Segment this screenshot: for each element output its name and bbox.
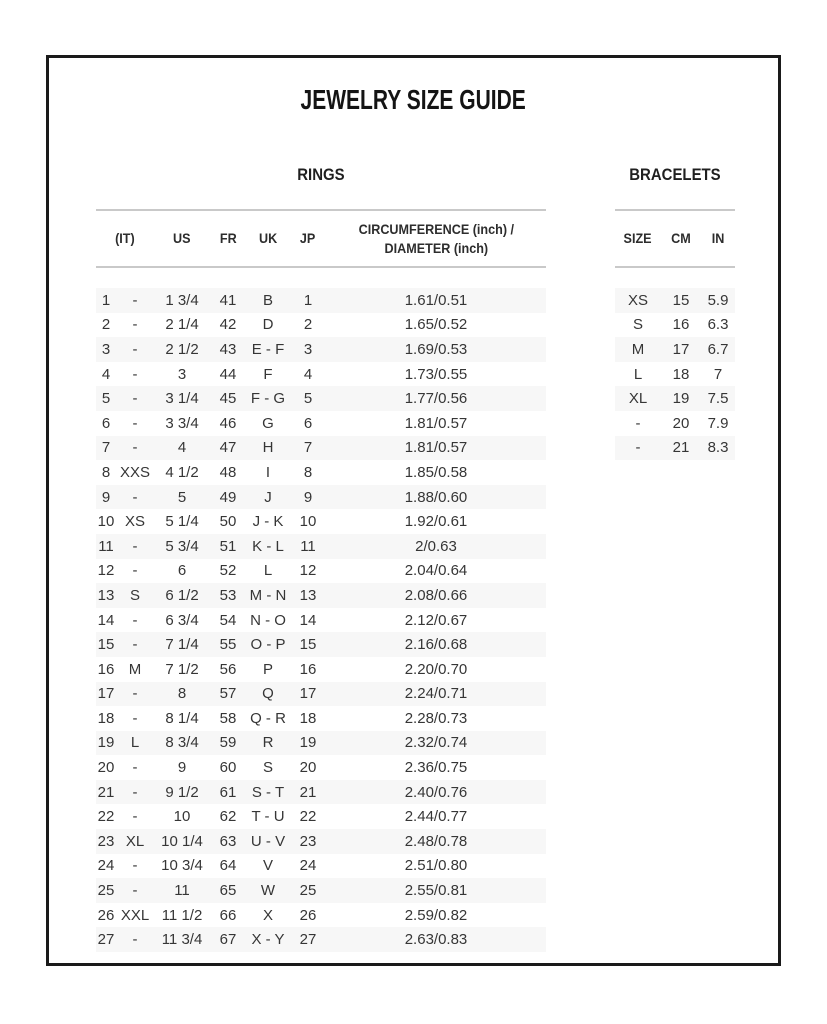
table-cell: 22 (97, 808, 115, 826)
table-cell: N - O (250, 611, 286, 629)
table-cell: 20 (672, 414, 690, 432)
table-cell: XXS (119, 463, 150, 481)
table-cell: 61 (210, 780, 246, 805)
col-header-uk: UK (258, 230, 278, 247)
table-row (96, 436, 546, 461)
rings-table (96, 288, 546, 952)
table-row (96, 534, 546, 559)
table-cell: 25 (96, 878, 116, 903)
table-row (96, 608, 546, 633)
table-cell: 2.48/0.78 (326, 829, 546, 854)
col-header-circumference: CIRCUMFERENCE (inch) / DIAMETER (inch) (358, 221, 514, 256)
table-cell: 11 1/2 (161, 906, 203, 924)
table-cell: 10 1/4 (154, 829, 210, 854)
rings-header-table (96, 209, 546, 268)
table-cell: 18 (299, 709, 317, 727)
table-row (615, 436, 735, 461)
table-cell: 45 (210, 386, 246, 411)
bracelets-section-title-text: BRACELETS (629, 165, 721, 184)
table-cell: T - U (251, 808, 285, 826)
table-cell: X - Y (246, 927, 290, 952)
table-cell: R (246, 731, 290, 756)
table-cell: 27 (96, 927, 116, 952)
table-row (96, 583, 546, 608)
table-row (96, 682, 546, 707)
table-row (615, 386, 735, 411)
table-cell: 21 (96, 780, 116, 805)
table-cell: 18 (97, 709, 115, 727)
table-cell: S (262, 759, 273, 777)
table-row (96, 509, 546, 534)
table-cell: 13 (96, 583, 116, 608)
sections-row (49, 166, 778, 952)
table-cell: B (246, 288, 290, 313)
table-cell: 2.24/0.71 (326, 682, 546, 707)
table-cell: 27 (290, 927, 326, 952)
table-cell: 2.44/0.77 (404, 808, 468, 826)
table-cell: 19 (661, 386, 701, 411)
table-cell: XL (615, 386, 661, 411)
table-cell: P (262, 660, 273, 678)
table-cell: 51 (210, 534, 246, 559)
table-cell: 10 (173, 808, 191, 826)
table-cell: 5 1/4 (165, 513, 199, 531)
table-row (96, 411, 546, 436)
table-cell: 14 (299, 611, 317, 629)
table-cell: 65 (210, 878, 246, 903)
table-row (96, 632, 546, 657)
table-cell: 3 (290, 337, 326, 362)
table-cell: 53 (210, 583, 246, 608)
table-cell: J (246, 485, 290, 510)
table-cell: 16 (299, 660, 317, 678)
table-row (96, 927, 546, 952)
table-cell: K - L (246, 534, 290, 559)
table-row (615, 337, 735, 362)
table-cell: 17 (290, 682, 326, 707)
table-cell: 64 (219, 857, 237, 875)
table-cell: 11 3/4 (154, 927, 210, 952)
table-cell: 66 (219, 906, 237, 924)
table-cell: 17 (96, 682, 116, 707)
rings-section (96, 166, 546, 952)
table-cell: H (246, 436, 290, 461)
table-cell: - (132, 562, 138, 580)
table-cell: 5 (96, 386, 116, 411)
table-cell: 6 (177, 562, 187, 580)
table-cell: 1.85/0.58 (404, 463, 468, 481)
bracelets-header-row (615, 210, 735, 267)
bracelets-section (615, 166, 735, 460)
table-cell: - (132, 709, 138, 727)
table-cell: - (615, 436, 661, 461)
table-cell: - (116, 682, 154, 707)
table-cell: 6 (101, 414, 111, 432)
table-cell: - (116, 485, 154, 510)
col-header-jp: JP (300, 230, 316, 247)
table-row (96, 460, 546, 485)
table-cell: 7 (290, 436, 326, 461)
table-cell: XS (124, 513, 145, 531)
table-cell: 22 (299, 808, 317, 826)
rings-section-title (96, 166, 546, 183)
col-header-us: US (173, 230, 191, 247)
table-cell: 16 (672, 316, 690, 334)
table-cell: 47 (210, 436, 246, 461)
table-cell: 62 (219, 808, 237, 826)
table-cell: 9 (96, 485, 116, 510)
page-title (49, 86, 778, 114)
table-cell: 3 1/4 (154, 386, 210, 411)
table-cell: - (116, 288, 154, 313)
table-cell: 50 (219, 513, 237, 531)
table-cell: 9 (290, 485, 326, 510)
table-cell: 8 3/4 (154, 731, 210, 756)
table-cell: M (615, 337, 661, 362)
table-cell: 7.5 (701, 386, 735, 411)
table-cell: XL (116, 829, 154, 854)
table-cell: O - P (246, 632, 290, 657)
table-cell: 6.3 (707, 316, 729, 334)
table-cell: - (116, 878, 154, 903)
table-row (96, 313, 546, 338)
table-cell: 20 (299, 759, 317, 777)
table-cell: 4 (154, 436, 210, 461)
table-cell: Q (246, 682, 290, 707)
table-cell: 6 (303, 414, 313, 432)
bracelets-table-body (615, 288, 735, 460)
table-cell: L (633, 365, 643, 383)
table-row (615, 411, 735, 436)
table-cell: 21 (661, 436, 701, 461)
table-row (96, 755, 546, 780)
table-cell: 44 (219, 365, 237, 383)
table-cell: 9 (177, 759, 187, 777)
table-cell: 1.69/0.53 (326, 337, 546, 362)
table-cell: I (265, 463, 271, 481)
table-cell: 4 1/2 (165, 463, 199, 481)
page-title-text: JEWELRY SIZE GUIDE (300, 84, 527, 115)
col-header-cm: CM (671, 230, 691, 247)
rings-section-title-text: RINGS (297, 165, 345, 184)
table-cell: 6.7 (701, 337, 735, 362)
table-cell: - (116, 632, 154, 657)
bracelets-header-table (615, 209, 735, 268)
table-cell: 11 (154, 878, 210, 903)
col-header-fr: FR (219, 230, 237, 247)
table-cell: M (128, 660, 142, 678)
table-cell: 2 1/2 (154, 337, 210, 362)
table-cell: - (132, 808, 138, 826)
table-cell: 2.16/0.68 (326, 632, 546, 657)
table-cell: 2.63/0.83 (326, 927, 546, 952)
table-cell: 48 (219, 463, 237, 481)
table-cell: 63 (210, 829, 246, 854)
table-cell: 21 (290, 780, 326, 805)
table-cell: 55 (210, 632, 246, 657)
table-cell: 60 (219, 759, 237, 777)
table-cell: E - F (246, 337, 290, 362)
table-row (96, 854, 546, 879)
table-cell: W (246, 878, 290, 903)
table-cell: 2.59/0.82 (404, 906, 468, 924)
table-cell: 2.12/0.67 (404, 611, 468, 629)
bracelets-table (615, 288, 735, 460)
table-cell: 1.81/0.57 (404, 414, 468, 432)
table-cell: 1.81/0.57 (326, 436, 546, 461)
rings-table-body (96, 288, 546, 952)
table-cell: 1.73/0.55 (404, 365, 468, 383)
table-cell: M - N (246, 583, 290, 608)
table-cell: 6 1/2 (154, 583, 210, 608)
table-cell: 23 (96, 829, 116, 854)
table-row (96, 559, 546, 584)
table-cell: 2 1/4 (165, 316, 199, 334)
table-row (96, 386, 546, 411)
table-cell: 26 (97, 906, 115, 924)
table-row (96, 288, 546, 313)
table-cell: - (132, 759, 138, 777)
table-cell: 10 (97, 513, 115, 531)
table-cell: - (132, 365, 138, 383)
table-cell: 7.9 (707, 414, 729, 432)
table-cell: 1.61/0.51 (326, 288, 546, 313)
table-cell: L (116, 731, 154, 756)
table-cell: 5.9 (701, 288, 735, 313)
table-cell: 9 1/2 (154, 780, 210, 805)
table-cell: Q - R (250, 709, 286, 727)
table-cell: 8 1/4 (165, 709, 199, 727)
table-row (96, 657, 546, 682)
table-cell: 2.40/0.76 (326, 780, 546, 805)
table-cell: 2.36/0.75 (404, 759, 468, 777)
table-cell: 17 (661, 337, 701, 362)
table-row (96, 903, 546, 928)
table-cell: 7 1/2 (165, 660, 199, 678)
table-cell: 2/0.63 (326, 534, 546, 559)
table-cell: 8 (154, 682, 210, 707)
table-cell: 2.20/0.70 (404, 660, 468, 678)
table-cell: S (632, 316, 643, 334)
table-cell: 16 (97, 660, 115, 678)
table-cell: F (263, 365, 273, 383)
table-cell: 3 (177, 365, 187, 383)
table-cell: - (116, 534, 154, 559)
table-cell: 2.08/0.66 (326, 583, 546, 608)
table-cell: 5 3/4 (154, 534, 210, 559)
table-cell: 42 (219, 316, 237, 334)
table-cell: 20 (97, 759, 115, 777)
table-row (615, 313, 735, 338)
table-cell: 2 (303, 316, 313, 334)
table-cell: 2.04/0.64 (404, 562, 468, 580)
table-cell: 7 (96, 436, 116, 461)
table-cell: 14 (97, 611, 115, 629)
table-cell: 26 (299, 906, 317, 924)
rings-header-row (96, 210, 546, 267)
table-cell: S (116, 583, 154, 608)
table-cell: - (116, 927, 154, 952)
table-row (96, 337, 546, 362)
table-cell: 1 (290, 288, 326, 313)
table-cell: 10 (299, 513, 317, 531)
table-cell: - (132, 611, 138, 629)
table-cell: 8 (101, 463, 111, 481)
table-cell: 12 (299, 562, 317, 580)
table-cell: - (132, 414, 138, 432)
table-cell: 3 3/4 (165, 414, 199, 432)
table-row (96, 804, 546, 829)
table-row (615, 288, 735, 313)
table-cell: 1.88/0.60 (326, 485, 546, 510)
table-cell: 52 (219, 562, 237, 580)
table-cell: 25 (290, 878, 326, 903)
table-cell: 8.3 (701, 436, 735, 461)
table-cell: L (263, 562, 273, 580)
table-cell: - (132, 316, 138, 334)
table-cell: 46 (219, 414, 237, 432)
table-cell: 8 (303, 463, 313, 481)
table-cell: XXL (120, 906, 150, 924)
table-cell: D (262, 316, 274, 334)
table-cell: 2.55/0.81 (326, 878, 546, 903)
table-cell: XS (615, 288, 661, 313)
table-cell: 2.32/0.74 (326, 731, 546, 756)
table-row (96, 485, 546, 510)
table-cell: V (262, 857, 273, 875)
table-cell: 5 (154, 485, 210, 510)
table-cell: F - G (246, 386, 290, 411)
table-cell: 24 (97, 857, 115, 875)
col-header-size: SIZE (623, 230, 653, 247)
table-cell: 10 3/4 (161, 857, 203, 875)
table-cell: G (262, 414, 274, 432)
table-cell: U - V (246, 829, 290, 854)
table-cell: 1.77/0.56 (326, 386, 546, 411)
table-cell: 67 (210, 927, 246, 952)
table-cell: 1.65/0.52 (404, 316, 468, 334)
table-cell: 43 (210, 337, 246, 362)
table-cell: 7 1/4 (154, 632, 210, 657)
table-cell: J - K (252, 513, 284, 531)
table-cell: 15 (96, 632, 116, 657)
table-cell: - (635, 414, 641, 432)
table-cell: 18 (672, 365, 690, 383)
table-cell: 3 (96, 337, 116, 362)
table-cell: 2.28/0.73 (404, 709, 468, 727)
table-cell: 57 (210, 682, 246, 707)
table-row (96, 706, 546, 731)
table-cell: 59 (210, 731, 246, 756)
table-cell: S - T (246, 780, 290, 805)
table-cell: 1 (96, 288, 116, 313)
table-cell: 54 (219, 611, 237, 629)
table-cell: - (132, 857, 138, 875)
table-cell: 4 (101, 365, 111, 383)
table-cell: 2 (101, 316, 111, 334)
table-cell: 56 (219, 660, 237, 678)
table-cell: 58 (219, 709, 237, 727)
size-guide-card (46, 55, 781, 966)
table-cell: 23 (290, 829, 326, 854)
bracelets-section-title (615, 166, 735, 183)
col-header-it: (IT) (115, 230, 135, 247)
table-cell: 24 (299, 857, 317, 875)
table-cell: 49 (210, 485, 246, 510)
table-cell: 12 (97, 562, 115, 580)
table-cell: 2.51/0.80 (404, 857, 468, 875)
table-cell: 19 (96, 731, 116, 756)
table-cell: 13 (290, 583, 326, 608)
table-cell: - (116, 436, 154, 461)
table-cell: - (116, 780, 154, 805)
table-cell: 11 (96, 534, 116, 559)
table-cell: 1.92/0.61 (404, 513, 468, 531)
table-cell: 15 (661, 288, 701, 313)
table-row (96, 829, 546, 854)
col-header-in: IN (711, 230, 725, 247)
table-cell: - (116, 337, 154, 362)
table-cell: 6 3/4 (165, 611, 199, 629)
table-row (96, 780, 546, 805)
table-cell: - (116, 386, 154, 411)
table-cell: 4 (303, 365, 313, 383)
table-cell: 11 (290, 534, 326, 559)
table-cell: 41 (210, 288, 246, 313)
table-cell: 5 (290, 386, 326, 411)
table-cell: X (262, 906, 273, 924)
table-cell: 1 3/4 (154, 288, 210, 313)
table-row (96, 731, 546, 756)
table-cell: 7 (713, 365, 723, 383)
table-row (96, 362, 546, 387)
table-cell: 15 (290, 632, 326, 657)
table-row (615, 362, 735, 387)
table-row (96, 878, 546, 903)
table-cell: 19 (290, 731, 326, 756)
